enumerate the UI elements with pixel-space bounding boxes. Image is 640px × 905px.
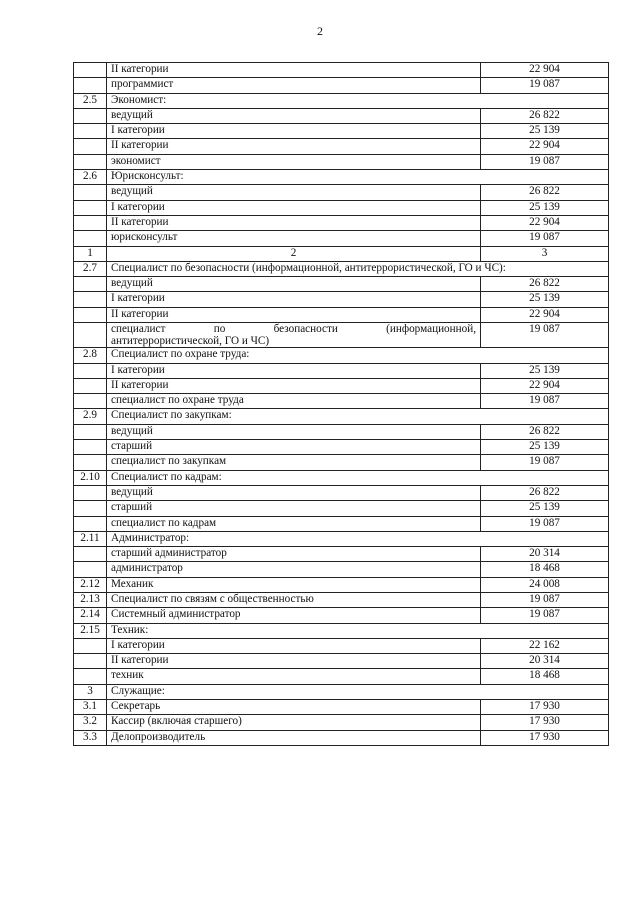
row-number bbox=[74, 307, 107, 322]
row-title: Администратор: bbox=[107, 531, 609, 546]
row-title: техник bbox=[107, 669, 481, 684]
row-salary: 26 822 bbox=[481, 277, 609, 292]
row-title: Секретарь bbox=[107, 700, 481, 715]
table-row bbox=[74, 516, 609, 531]
table-row bbox=[74, 700, 609, 715]
row-title: I категории bbox=[107, 200, 481, 215]
row-number: 2.9 bbox=[74, 409, 107, 424]
row-salary: 25 139 bbox=[481, 124, 609, 139]
row-salary: 19 087 bbox=[481, 592, 609, 607]
table-row bbox=[74, 623, 609, 638]
table-row bbox=[74, 108, 609, 123]
table-row bbox=[74, 348, 609, 363]
table-row bbox=[74, 669, 609, 684]
table-row bbox=[74, 440, 609, 455]
row-salary: 19 087 bbox=[481, 231, 609, 246]
row-salary: 19 087 bbox=[481, 154, 609, 169]
table-row bbox=[74, 501, 609, 516]
table-row bbox=[74, 654, 609, 669]
row-number: 2.12 bbox=[74, 577, 107, 592]
row-number bbox=[74, 277, 107, 292]
row-salary: 17 930 bbox=[481, 730, 609, 745]
row-title: ведущий bbox=[107, 185, 481, 200]
row-number: 2.11 bbox=[74, 531, 107, 546]
row-salary: 25 139 bbox=[481, 363, 609, 378]
row-number: 2.8 bbox=[74, 348, 107, 363]
table-row bbox=[74, 170, 609, 185]
row-title: Специалист по охране труда: bbox=[107, 348, 609, 363]
table-row bbox=[74, 292, 609, 307]
row-title: юрисконсульт bbox=[107, 231, 481, 246]
row-number bbox=[74, 501, 107, 516]
row-title: ведущий bbox=[107, 485, 481, 500]
row-number bbox=[74, 108, 107, 123]
row-title: Кассир (включая старшего) bbox=[107, 715, 481, 730]
row-salary: 20 314 bbox=[481, 654, 609, 669]
row-salary: 20 314 bbox=[481, 547, 609, 562]
row-title: старший bbox=[107, 501, 481, 516]
row-title: II категории bbox=[107, 215, 481, 230]
row-title: Специалист по безопасности (информационной, антитеррористической, ГО и ЧС): bbox=[107, 261, 609, 276]
row-title: Экономист: bbox=[107, 93, 609, 108]
table-row bbox=[74, 231, 609, 246]
table-row bbox=[74, 323, 609, 348]
table-row bbox=[74, 63, 609, 78]
row-salary: 25 139 bbox=[481, 200, 609, 215]
row-title: 2 bbox=[107, 246, 481, 261]
row-salary: 24 008 bbox=[481, 577, 609, 592]
table-row bbox=[74, 424, 609, 439]
row-number: 3.2 bbox=[74, 715, 107, 730]
row-number bbox=[74, 547, 107, 562]
row-number bbox=[74, 669, 107, 684]
row-salary: 22 904 bbox=[481, 215, 609, 230]
row-salary: 3 bbox=[481, 246, 609, 261]
row-title: старший администратор bbox=[107, 547, 481, 562]
table-row bbox=[74, 261, 609, 276]
row-title: ведущий bbox=[107, 277, 481, 292]
table-row bbox=[74, 139, 609, 154]
row-number bbox=[74, 323, 107, 348]
row-title: Специалист по кадрам: bbox=[107, 470, 609, 485]
row-number bbox=[74, 516, 107, 531]
row-title: ведущий bbox=[107, 108, 481, 123]
row-number bbox=[74, 363, 107, 378]
row-title: II категории bbox=[107, 378, 481, 393]
row-salary: 26 822 bbox=[481, 424, 609, 439]
table-row bbox=[74, 124, 609, 139]
row-number bbox=[74, 455, 107, 470]
row-title: I категории bbox=[107, 124, 481, 139]
row-number bbox=[74, 485, 107, 500]
row-number bbox=[74, 440, 107, 455]
table-row bbox=[74, 562, 609, 577]
row-title: специалист по кадрам bbox=[107, 516, 481, 531]
table-row bbox=[74, 547, 609, 562]
row-number: 2.14 bbox=[74, 608, 107, 623]
row-title: программист bbox=[107, 78, 481, 93]
row-number bbox=[74, 378, 107, 393]
table-row bbox=[74, 592, 609, 607]
row-number bbox=[74, 185, 107, 200]
row-number bbox=[74, 215, 107, 230]
row-title: Служащие: bbox=[107, 684, 609, 699]
row-salary: 22 904 bbox=[481, 307, 609, 322]
row-title: I категории bbox=[107, 363, 481, 378]
row-title: Системный администратор bbox=[107, 608, 481, 623]
row-number bbox=[74, 394, 107, 409]
table-row bbox=[74, 730, 609, 745]
row-number bbox=[74, 124, 107, 139]
row-number bbox=[74, 63, 107, 78]
row-salary: 18 468 bbox=[481, 562, 609, 577]
row-number: 1 bbox=[74, 246, 107, 261]
row-number: 2.13 bbox=[74, 592, 107, 607]
row-salary: 19 087 bbox=[481, 455, 609, 470]
table-row bbox=[74, 684, 609, 699]
row-salary: 19 087 bbox=[481, 608, 609, 623]
salary-table-body bbox=[74, 63, 609, 746]
row-title: Делопроизводитель bbox=[107, 730, 481, 745]
table-row bbox=[74, 470, 609, 485]
row-number bbox=[74, 424, 107, 439]
row-number: 2.6 bbox=[74, 170, 107, 185]
row-salary: 19 087 bbox=[481, 394, 609, 409]
salary-table bbox=[73, 62, 609, 746]
table-row bbox=[74, 93, 609, 108]
row-salary: 25 139 bbox=[481, 501, 609, 516]
row-title: II категории bbox=[107, 63, 481, 78]
table-row bbox=[74, 78, 609, 93]
row-salary: 22 904 bbox=[481, 63, 609, 78]
table-row bbox=[74, 409, 609, 424]
table-row bbox=[74, 394, 609, 409]
row-title: администратор bbox=[107, 562, 481, 577]
row-number bbox=[74, 562, 107, 577]
row-title: II категории bbox=[107, 307, 481, 322]
table-row bbox=[74, 608, 609, 623]
row-title: Специалист по связям с общественностью bbox=[107, 592, 481, 607]
table-header-row bbox=[74, 246, 609, 261]
row-salary: 26 822 bbox=[481, 485, 609, 500]
row-title: I категории bbox=[107, 292, 481, 307]
row-title: I категории bbox=[107, 638, 481, 653]
row-salary: 26 822 bbox=[481, 108, 609, 123]
row-number bbox=[74, 654, 107, 669]
table-row bbox=[74, 715, 609, 730]
row-salary: 17 930 bbox=[481, 700, 609, 715]
row-salary: 22 904 bbox=[481, 378, 609, 393]
row-number: 2.7 bbox=[74, 261, 107, 276]
table-row bbox=[74, 378, 609, 393]
row-number bbox=[74, 231, 107, 246]
row-title: II категории bbox=[107, 139, 481, 154]
row-title bbox=[107, 323, 481, 348]
row-title-line-2: антитеррористической, ГО и ЧС) bbox=[111, 334, 270, 347]
table-row bbox=[74, 531, 609, 546]
row-salary: 18 468 bbox=[481, 669, 609, 684]
row-number: 3.1 bbox=[74, 700, 107, 715]
row-salary: 25 139 bbox=[481, 440, 609, 455]
row-title: специалист по охране труда bbox=[107, 394, 481, 409]
row-number bbox=[74, 139, 107, 154]
table-row bbox=[74, 200, 609, 215]
page-number: 2 bbox=[317, 24, 323, 38]
row-number bbox=[74, 154, 107, 169]
row-number: 3 bbox=[74, 684, 107, 699]
row-title: старший bbox=[107, 440, 481, 455]
row-number bbox=[74, 638, 107, 653]
row-salary: 17 930 bbox=[481, 715, 609, 730]
row-number bbox=[74, 78, 107, 93]
row-title: Техник: bbox=[107, 623, 609, 638]
row-salary: 19 087 bbox=[481, 78, 609, 93]
table-row bbox=[74, 485, 609, 500]
table-row bbox=[74, 638, 609, 653]
table-row bbox=[74, 363, 609, 378]
table-row bbox=[74, 277, 609, 292]
row-number: 3.3 bbox=[74, 730, 107, 745]
row-title: Специалист по закупкам: bbox=[107, 409, 609, 424]
row-number: 2.15 bbox=[74, 623, 107, 638]
row-number bbox=[74, 292, 107, 307]
row-title-line-1: специалист по безопасности (информационной, bbox=[111, 323, 476, 336]
row-number: 2.10 bbox=[74, 470, 107, 485]
table-row bbox=[74, 307, 609, 322]
row-title: II категории bbox=[107, 654, 481, 669]
table-row bbox=[74, 185, 609, 200]
row-title: экономист bbox=[107, 154, 481, 169]
row-title: Юрисконсульт: bbox=[107, 170, 609, 185]
row-salary: 19 087 bbox=[481, 323, 609, 348]
table-row bbox=[74, 215, 609, 230]
row-number bbox=[74, 200, 107, 215]
row-title: специалист по закупкам bbox=[107, 455, 481, 470]
table-row bbox=[74, 577, 609, 592]
row-salary: 22 162 bbox=[481, 638, 609, 653]
row-title: Механик bbox=[107, 577, 481, 592]
table-row bbox=[74, 455, 609, 470]
row-salary: 19 087 bbox=[481, 516, 609, 531]
row-salary: 26 822 bbox=[481, 185, 609, 200]
row-salary: 25 139 bbox=[481, 292, 609, 307]
row-title: ведущий bbox=[107, 424, 481, 439]
row-number: 2.5 bbox=[74, 93, 107, 108]
table-row bbox=[74, 154, 609, 169]
row-salary: 22 904 bbox=[481, 139, 609, 154]
